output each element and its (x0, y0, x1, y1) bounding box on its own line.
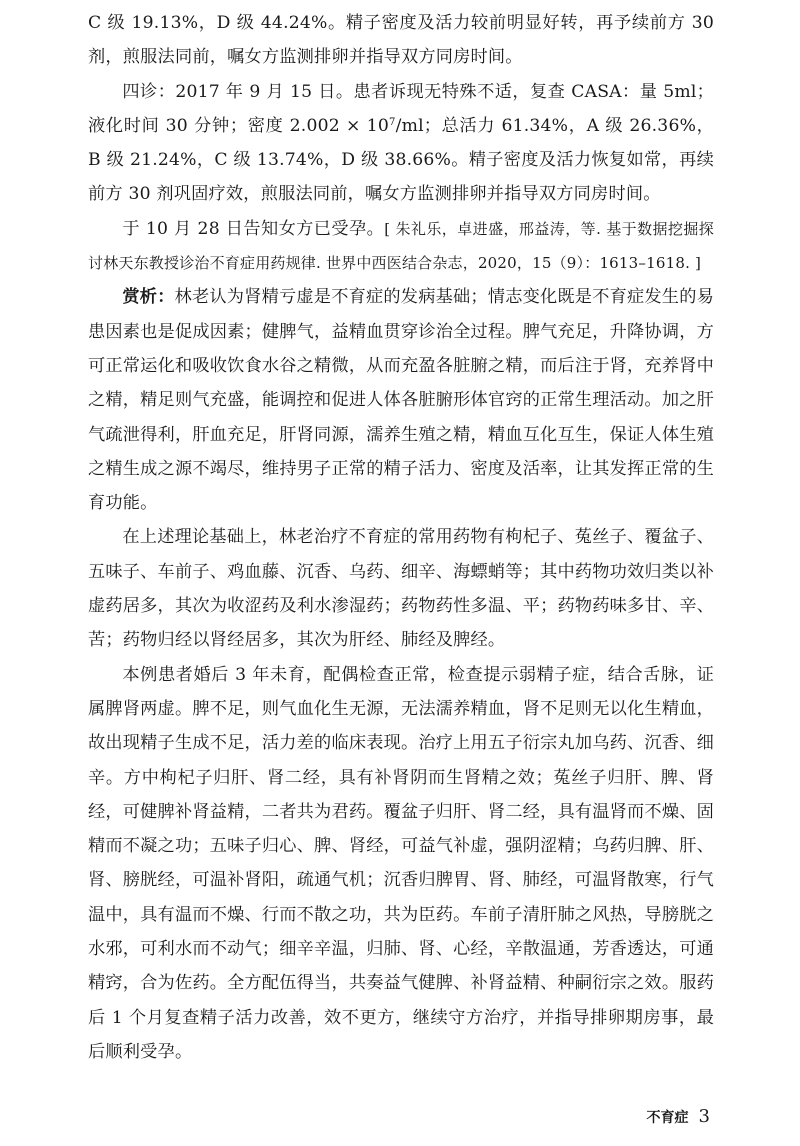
paragraph-text: 本例患者婚后 3 年未育，配偶检查正常，检查提示弱精子症，结合舌脉，证属脾肾两虚。脾不足，则气血化生无源，无法濡养精血，肾不足则无以化生精血，故出现精子生成不足，活力差的临床表现。治疗上用五子衍宗丸加乌药、沉香、细辛。方中枸杞子归肝、肾二经，具有补肾阴而生肾精之效；菟丝子归肝、脾、肾经，可健脾补肾益精，二者共为君药。覆盆子归肝、肾二经，具有温肾而不燥、固精而不凝之功；五味子归心、脾、肾经，可益气补虚，强阴涩精；乌药归脾、肝、肾、膀胱经，可温补肾阳，疏通气机；沉香归脾胃、肾、肺经，可温肾散寒，行气温中，具有温而不燥、行而不散之功，共为臣药。车前子清肝肺之风热，导膀胱之水邪，可利水而不动气；细辛辛温，归肺、肾、心经，辛散温通，芳香透达，可通精窍，合为佐药。全方配伍得当，共奏益气健脾、补肾益精、种嗣衍宗之效。服药后 1 个月复查精子活力改善，效不更方，继续守方治疗，并指导排卵期房事，最后顺利受孕。 (88, 664, 714, 1062)
page-body (88, 6, 714, 1069)
page-number: 3 (698, 1106, 710, 1127)
paragraph-common-herbs (88, 520, 714, 657)
citation: [ 朱礼乐，卓进盛，邢益涛，等. 基于数据挖掘探讨林天东教授诊治不育症用药规律. 世界中西医结合杂志，2020，15（9）：1613–1618. ] (88, 219, 714, 273)
paragraph-case-analysis (88, 658, 714, 1070)
paragraph-commentary (88, 280, 714, 520)
paragraph-fourth-visit (88, 75, 714, 212)
paragraph-text: 在上述理论基础上，林老治疗不育症的常用药物有枸杞子、菟丝子、覆盆子、五味子、车前子、鸡血藤、沉香、乌药、细辛、海螵蛸等；其中药物功效归类以补虚药居多，其次为收涩药及利水渗湿药；药物药性多温、平；药物药味多甘、辛、苦；药物归经以肾经居多，其次为肝经、肺经及脾经。 (88, 527, 714, 651)
paragraph-text: 林老认为肾精亏虚是不育症的发病基础；情志变化既是不育症发生的易患因素也是促成因素；健脾气，益精血贯穿诊治全过程。脾气充足，升降协调，方可正常运化和吸收饮食水谷之精微，从而充盈各脏腑之精，而后注于肾，充养肾中之精，精足则气充盛，能调控和促进人体各脏腑形体官窍的正常生理活动。加之肝气疏泄得利，肝血充足，肝肾同源，濡养生殖之精，精血互化互生，保证人体生殖之精生成之源不竭尽，维持男子正常的精子活力、密度及活率，让其发挥正常的生育功能。 (88, 287, 714, 514)
paragraph-text: 四诊：2017 年 9 月 15 日。患者诉现无特殊不适，复查 CASA：量 5ml；液化时间 30 分钟；密度 2.002 × 10 (88, 81, 714, 136)
paragraph-outcome (88, 212, 714, 281)
paragraph-text: /ml；总活力 61.34%，A 级 26.36%，B 级 21.24%，C 级 13.74%，D 级 38.66%。精子密度及活力恢复如常，再续前方 30 剂巩固疗效，煎服法同前，嘱女方监测排卵并指导双方同房时间。 (88, 115, 714, 205)
paragraph-text: 于 10 月 28 日告知女方已受孕。 (122, 218, 385, 239)
paragraph-text: C 级 19.13%，D 级 44.24%。精子密度及活力较前明显好转，再予续前方 30 剂，煎服法同前，嘱女方监测排卵并指导双方同房时间。 (88, 13, 714, 68)
paragraph-continued-results (88, 6, 714, 75)
page-footer (647, 1106, 710, 1130)
exponent: 7 (389, 116, 396, 128)
running-section-title: 不育症 (646, 1110, 689, 1126)
commentary-label: 赏析： (122, 287, 175, 308)
